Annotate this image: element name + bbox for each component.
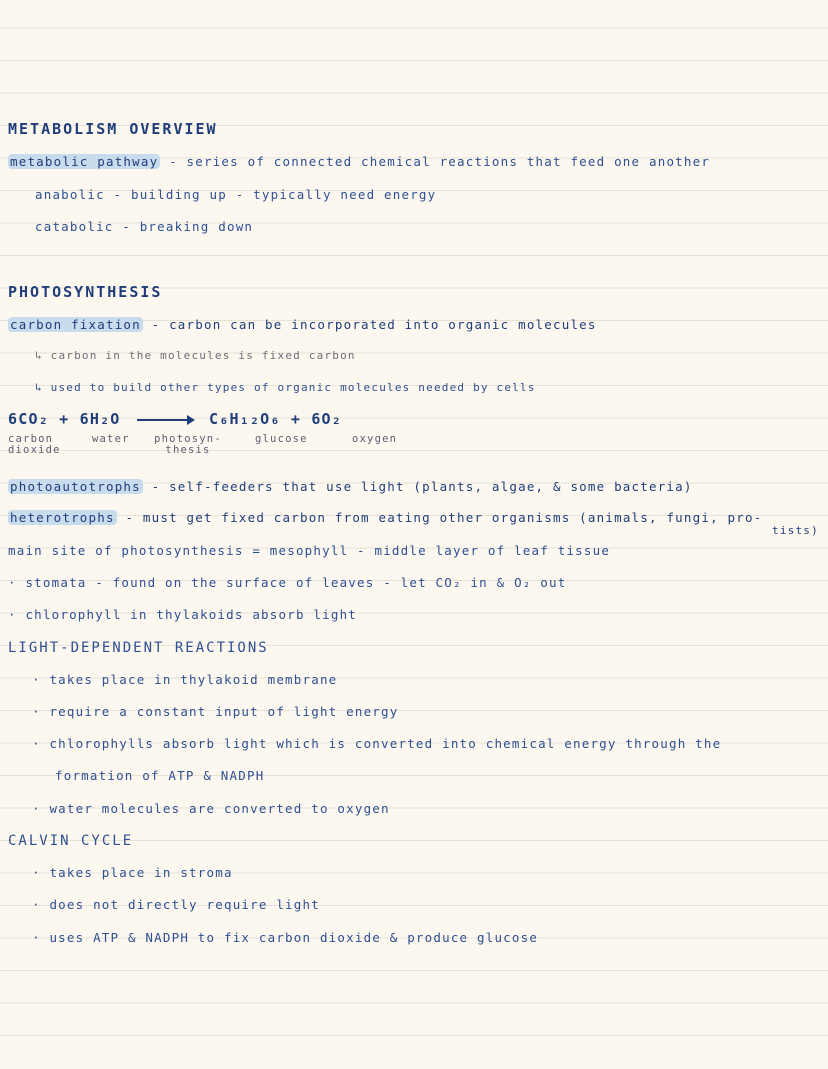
heterotrophs-line	[8, 510, 762, 525]
def-photoautotrophs: - self-feeders that use light (plants, algae, & some bacteria)	[151, 479, 693, 494]
term-photoautotrophs: photoautotrophs	[10, 479, 141, 494]
main-site-line: main site of photosynthesis = mesophyll - middle layer of leaf tissue	[8, 543, 611, 558]
label-photosynthesis: photosyn- thesis	[154, 433, 222, 456]
photoautotrophs-line	[8, 479, 693, 494]
photosynthesis-equation	[8, 410, 342, 428]
light-bullet-3: · chlorophylls absorb light which is converted into chemical energy through the	[32, 736, 722, 751]
label-carbon-dioxide: carbon dioxide	[8, 433, 61, 456]
light-bullet-2: · require a constant input of light energy	[32, 704, 399, 719]
label-water: water	[92, 433, 130, 445]
def-heterotrophs: - must get fixed carbon from eating other organisms (animals, fungi, pro-	[125, 510, 763, 525]
label-oxygen: oxygen	[352, 433, 398, 445]
used-note: ↳ used to build other types of organic molecules needed by cells	[35, 381, 536, 394]
stomata-line: · stomata - found on the surface of leaves - let CO₂ in & O₂ out	[8, 575, 567, 590]
heterotrophs-wrap: tists)	[772, 524, 819, 537]
heading-calvin-cycle: CALVIN CYCLE	[8, 833, 134, 849]
chlorophyll-line: · chlorophyll in thylakoids absorb light	[8, 607, 358, 622]
label-glucose: glucose	[255, 433, 308, 445]
heading-metabolism: METABOLISM OVERVIEW	[8, 120, 218, 138]
fixed-carbon-note: ↳ carbon in the molecules is fixed carbon	[35, 349, 356, 362]
equation-products: C₆H₁₂O₆ + 6O₂	[209, 410, 343, 428]
light-bullet-4: · water molecules are converted to oxygen	[32, 801, 390, 816]
def-metabolic-pathway: - series of connected chemical reactions that feed one another	[169, 154, 711, 169]
heading-light-dependent: LIGHT-DEPENDENT REACTIONS	[8, 640, 269, 656]
light-bullet-1: · takes place in thylakoid membrane	[32, 672, 338, 687]
light-bullet-3-wrap: formation of ATP & NADPH	[55, 768, 265, 783]
reaction-arrow-icon	[137, 419, 193, 421]
term-heterotrophs: heterotrophs	[10, 510, 115, 525]
calvin-bullet-2: · does not directly require light	[32, 897, 320, 912]
metabolic-pathway-line	[8, 154, 710, 169]
calvin-bullet-3: · uses ATP & NADPH to fix carbon dioxide & produce glucose	[32, 930, 539, 945]
carbon-fixation-line	[8, 317, 597, 332]
calvin-bullet-1: · takes place in stroma	[32, 865, 233, 880]
anabolic-line: anabolic - building up - typically need energy	[35, 187, 437, 202]
catabolic-line: catabolic - breaking down	[35, 219, 254, 234]
equation-reactants: 6CO₂ + 6H₂O	[8, 410, 121, 428]
def-carbon-fixation: - carbon can be incorporated into organic molecules	[151, 317, 597, 332]
term-carbon-fixation: carbon fixation	[10, 317, 141, 332]
term-metabolic-pathway: metabolic pathway	[10, 154, 159, 169]
heading-photosynthesis: PHOTOSYNTHESIS	[8, 283, 163, 301]
